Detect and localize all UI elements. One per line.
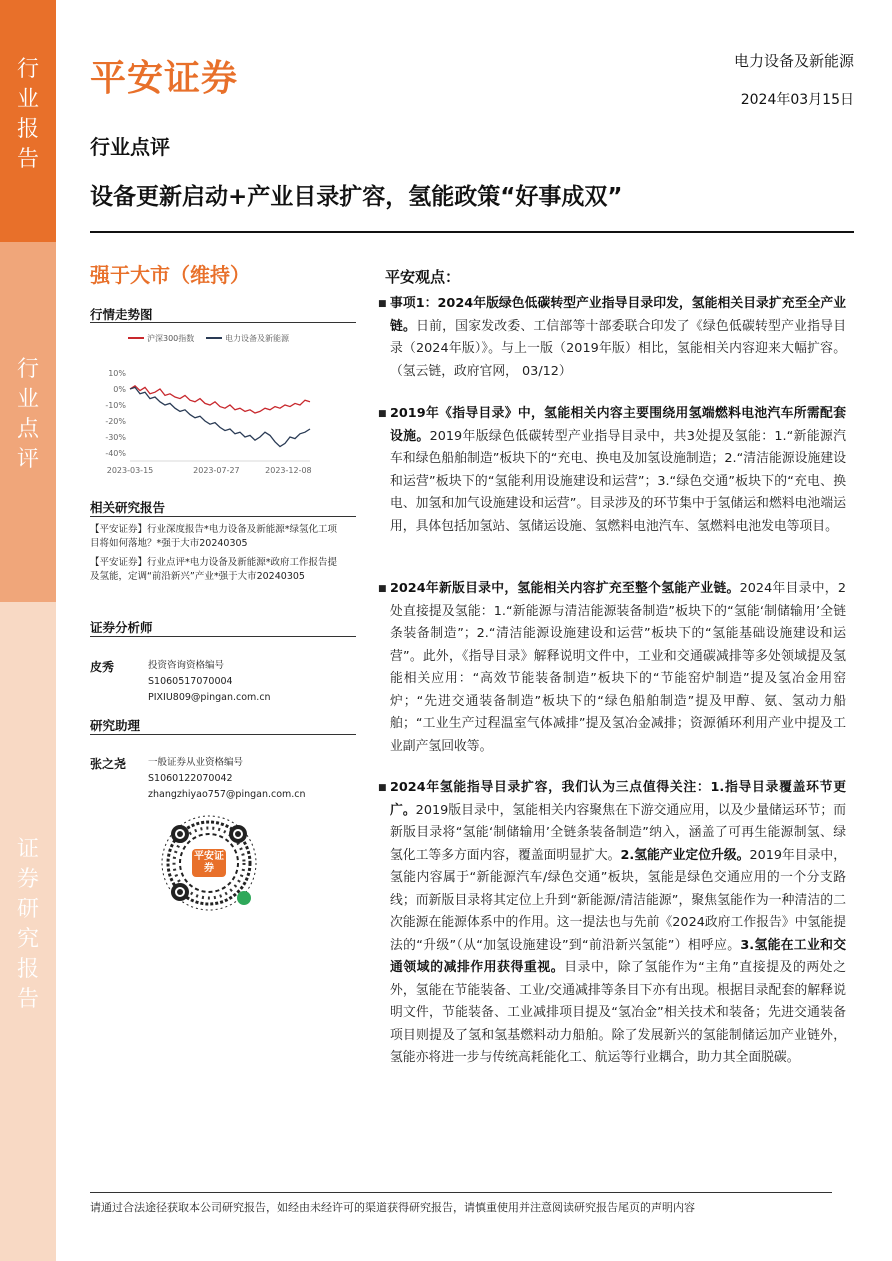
paragraph-4-body-2: 2019年目录中，氢能内容属于“新能源汽车/绿色交通”板块，氢能是绿色交通应用的一个分支路线；而新版目录将其定位上升到“新能源/清洁能源”，聚焦氢能作为一种清洁的二次能源在能源体系中的作用。这一提法也与先前《2024政府工作报告》中氢能提法的“升级”（从“加氢设施建设”到“前沿新兴氢能”）相呼应。 <box>390 847 847 953</box>
paragraph-4-subheading-3: 3.氢能在工业和交通领域的减排作用获得重视。 <box>390 937 846 975</box>
qr-code[interactable] <box>158 812 260 914</box>
analyst-cert: S1060517070004 <box>148 676 233 687</box>
report-date: 2024年03月15日 <box>740 92 854 108</box>
bullet-icon: ■ <box>378 584 387 594</box>
x-tick-label: 2023-07-27 <box>193 466 240 475</box>
bullet-icon: ■ <box>378 299 387 309</box>
analyst-section-title: 证券分析师 <box>90 620 153 635</box>
x-tick-label: 2023-12-08 <box>265 466 312 475</box>
view-paragraph-1 <box>378 293 847 383</box>
paragraph-1-heading: 事项1：2024年版绿色低碳转型产业指导目录印发，氢能相关目录扩充至全产业链。 <box>390 296 846 334</box>
paragraph-1-body: 日前，国家发改委、工信部等十部委联合印发了《绿色低碳转型产业指导目录（2024年版）》。与上一版（2019年版）相比，氢能相关内容迎来大幅扩容。（氢云链，政府官网， 03/12） <box>390 318 847 379</box>
report-category: 行业点评 <box>90 135 170 159</box>
title-rule <box>90 231 854 233</box>
y-tick-label: 10% <box>108 369 126 378</box>
assistant-name: 张之尧 <box>90 757 127 771</box>
paragraph-3-body: 2024年目录中，2处直接提及氢能：1.“新能源与清洁能源装备制造”板块下的“氢能‘制储输用’全链条装备制造”；2.“清洁能源设施建设和运营”板块下的“氢能基础设施建设和运营”。此外，《指导目录》解释说明文件中，工业和交通碳减排等多处领域提及氢能相关应用：“高效节能装备制造”板块下的“节能窑炉制造”提及氢冶金用窑炉；“先进交通装备制造”板块下的“绿色船舶制造”提及甲醇、氨、氢动力船舶；“工业生产过程温室气体减排”提及氢冶金减排；资源循环利用产业中提及工业副产氢回收等。 <box>390 581 846 754</box>
related-report-2[interactable]: 【平安证券】行业点评*电力设备及新能源*政府工作报告提及氢能，定调“前沿新兴”产业*强于大市20240305 <box>90 557 338 582</box>
paragraph-2-heading: 2019年《指导目录》中，氢能相关内容主要围绕用氢端燃料电池汽车所需配套设施。 <box>390 406 846 444</box>
company-logo: 平安证券 <box>90 58 239 99</box>
view-paragraph-2 <box>378 403 846 538</box>
report-title: 设备更新启动+产业目录扩容，氢能政策“好事成双” <box>90 184 623 210</box>
rating: 强于大市（维持） <box>90 263 250 287</box>
y-tick-label: -20% <box>105 417 126 426</box>
side-label-industry-report: 行业报告 <box>16 57 39 172</box>
y-tick-label: 0% <box>113 385 126 394</box>
legend-label: 电力设备及新能源 <box>225 334 289 343</box>
y-tick-label: -10% <box>105 401 126 410</box>
bullet-icon: ■ <box>378 409 387 419</box>
analyst-email[interactable]: PIXIU809@pingan.com.cn <box>148 692 271 703</box>
section-divider <box>90 734 356 735</box>
y-tick-label: -40% <box>105 449 126 458</box>
view-title: 平安观点： <box>385 268 461 286</box>
side-label-research-report: 证券研究报告 <box>16 837 39 1012</box>
y-tick-label: -30% <box>105 433 126 442</box>
related-report-1[interactable]: 【平安证券】行业深度报告*电力设备及新能源*绿氢化工项目将如何落地？*强于大市20240305 <box>90 524 338 549</box>
paragraph-4-heading: 2024年氢能指导目录扩容，我们认为三点值得关注：1.指导目录覆盖环节更广。 <box>390 780 846 818</box>
view-paragraph-3 <box>378 578 846 758</box>
side-label-industry-comment: 行业点评 <box>16 357 39 472</box>
assistant-email[interactable]: zhangzhiyao757@pingan.com.cn <box>148 789 306 800</box>
view-paragraph-4 <box>378 777 847 1070</box>
sector-label: 电力设备及新能源 <box>733 52 854 70</box>
market-trend-chart <box>100 328 320 480</box>
legend-label: 沪深300指数 <box>147 334 195 343</box>
section-divider <box>90 516 356 517</box>
assistant-cert: S1060122070042 <box>148 773 233 784</box>
paragraph-4-body-3: 目录中，除了氢能作为“主角”直接提及的两处之外，氢能在节能装备、工业/交通减排等条目下亦有出现。根据目录配套的解释说明文件，节能装备、工业减排项目提及“氢冶金”相关技术和装备；先进交通装备项目则提及了氢和氢基燃料动力船舶。除了发展新兴的氢能制储运加产业链外，氢能亦将进一步与传统高耗能化工、航运等行业耦合，助力其全面脱碳。 <box>390 960 847 1065</box>
qr-logo-text: 平安证券 <box>194 851 224 874</box>
analyst-name: 皮秀 <box>90 660 115 674</box>
bullet-icon: ■ <box>378 783 387 793</box>
paragraph-2-body: 2019年版绿色低碳转型产业指导目录中，共3处提及氢能：1.“新能源汽车和绿色船舶制造”板块下的“充电、换电及加氢设施制造；2.“清洁能源设施建设和运营”板块下的“氢能利用设施建设和运营”；3.“绿色交通”板块下的“充电、换电、加氢和加气设施建设和运营”。目录涉及的环节集中于氢储运和燃料电池端运用，具体包括加氢站、氢储运设施、氢燃料电池汽车、氢燃料电池发电等项目。 <box>390 428 846 534</box>
paragraph-3-heading: 2024年新版目录中，氢能相关内容扩充至整个氢能产业链。 <box>390 581 740 596</box>
assistant-section-title: 研究助理 <box>90 718 141 733</box>
footer-disclaimer: 请通过合法途径获取本公司研究报告，如经由未经许可的渠道获得研究报告，请慎重使用并注意阅读研究报告尾页的声明内容 <box>90 1201 695 1214</box>
series-line <box>130 387 310 446</box>
x-tick-label: 2023-03-15 <box>106 466 154 475</box>
section-divider <box>90 636 356 637</box>
assistant-cert-label: 一般证券从业资格编号 <box>148 757 244 768</box>
paragraph-4-subheading-2: 2.氢能产业定位升级。 <box>620 847 750 863</box>
market-section-title: 行情走势图 <box>90 307 153 322</box>
paragraph-4-body-1: 2019版目录中，氢能相关内容聚焦在下游交通应用，以及少量储运环节；而新版目录将“氢能‘制储输用’全链条装备制造”纳入，涵盖了可再生能源制氢、绿氢化工等多方面内容，覆盖面明显扩大。 <box>390 802 846 863</box>
related-section-title: 相关研究报告 <box>90 500 166 515</box>
section-divider <box>90 322 356 323</box>
footer-rule <box>90 1192 832 1193</box>
analyst-cert-label: 投资咨询资格编号 <box>148 660 225 671</box>
